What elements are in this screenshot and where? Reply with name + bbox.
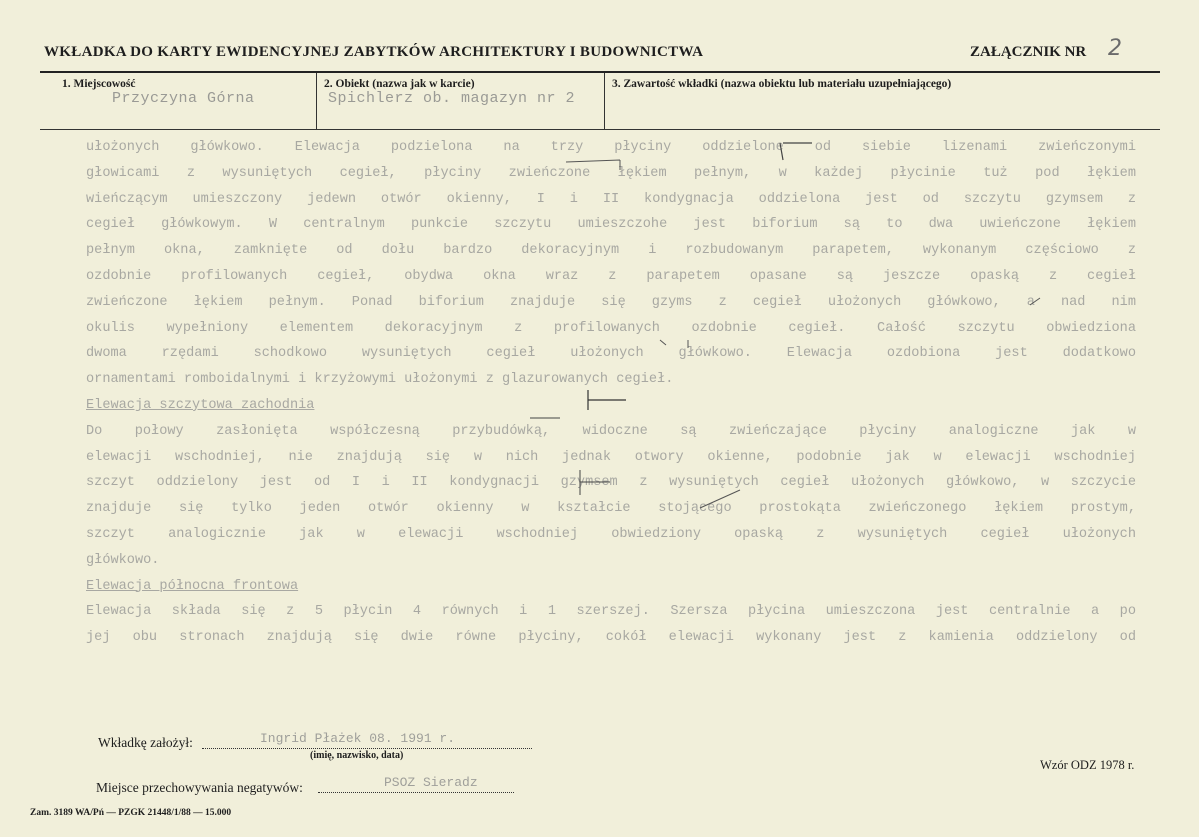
- text-line: ornamentami romboidalnymi i krzyżowymi ułożonymi z glazurowanych cegieł.: [86, 372, 674, 388]
- text-line: znajduje się tylko jeden otwór okienny w kształcie stojącego prostokąta zwieńczonego łękiem prostym,: [86, 501, 1136, 517]
- text-line: wieńczącym umieszczony jedewn otwór okienny, I i II kondygnacja oddzielona jest od szczytu gzymsem z: [86, 191, 1136, 207]
- text-line: zwieńczone łękiem pełnym. Ponad biforium znajduje się gzyms z cegieł ułożonych główkowo, a nad nim: [86, 294, 1136, 310]
- text-line: jej obu stronach znajdują się dwie równe płyciny, cokół elewacji wykonany jest z kamienia oddzielony od: [86, 630, 1136, 646]
- text-line: ułożonych główkowo. Elewacja podzielona na trzy płyciny oddzielone od siebie lizenami zwieńczonymi: [86, 140, 1136, 155]
- negatives-label: Miejsce przechowywania negatywów:: [96, 780, 303, 795]
- text-line: dwoma rzędami schodkowo wysuniętych cegieł ułożonych główkowo. Elewacja ozdobiona jest dodatkowo: [86, 346, 1136, 362]
- text-line: cegieł główkowym. W centralnym punkcie szczytu umieszczohe jest biforium są to dwa uwieńczone łękiem: [86, 217, 1136, 233]
- form-title: WKŁADKA DO KARTY EWIDENCYJNEJ ZABYTKÓW ARCHITEKTURY I BUDOWNICTWA: [44, 44, 704, 60]
- negatives-value: PSOZ Sieradz: [384, 775, 478, 790]
- text-line: Elewacja składa się z 5 płycin 4 równych i 1 szerszej. Szersza płycina umieszczona jest centralnie a po: [86, 604, 1136, 620]
- form-template-note: Wzór ODZ 1978 r.: [1040, 758, 1135, 772]
- text-line: szczyt analogicznie jak w elewacji wschodniej obwiedziony opaską z wysuniętych cegieł ułożonych: [86, 526, 1136, 542]
- field-3-label: 3. Zawartość wkładki (nazwa obiektu lub materiału uzupełniającego): [612, 78, 952, 90]
- text-line: elewacji wschodniej, nie znajdują się w nich jednak otwory okienne, podobnie jak w elewacji wschodniej: [86, 449, 1136, 465]
- annex-number: 2: [1108, 36, 1122, 61]
- founder-label: Wkładkę założył:: [98, 735, 193, 750]
- text-line: Do połowy zasłonięta współczesną przybudówką, widoczne są zwieńczające płyciny analogiczne jak w: [86, 423, 1136, 439]
- text-line: szczyt oddzielony jest od I i II kondygnacji gzymsem z wysuniętych cegieł ułożonych główkowo, w szczycie: [86, 475, 1136, 491]
- text-line: ozdobnie profilowanych cegieł, obydwa okna wraz z parapetem opasane są jeszcze opaską z cegieł: [86, 268, 1136, 284]
- founder-value: Ingrid Płażek 08. 1991 r.: [260, 731, 456, 746]
- text-line: główkowo.: [86, 552, 160, 568]
- section-heading-west: Elewacja szczytowa zachodnia: [86, 397, 315, 413]
- field-2-label: 2. Obiekt (nazwa jak w karcie): [324, 78, 475, 90]
- print-order-note: Zam. 3189 WA/Pń — PZGK 21448/1/88 — 15.000: [30, 808, 232, 818]
- founder-line: [202, 748, 532, 749]
- annex-label: ZAŁĄCZNIK NR: [970, 44, 1087, 60]
- field-2-value: Spichlerz ob. magazyn nr 2: [328, 90, 576, 107]
- text-line: głowicami z wysuniętych cegieł, płyciny zwieńczone łękiem pełnym, w każdej płycinie tuż pod łękiem: [86, 165, 1136, 181]
- text-line: okulis wypełniony elementem dekoracyjnym z profilowanych ozdobnie cegieł. Całość szczytu obwiedziona: [86, 320, 1136, 336]
- field-1-value: Przyczyna Górna: [112, 90, 255, 107]
- negatives-line: [318, 792, 514, 793]
- text-line: pełnym okna, zamknięte od dołu bardzo dekoracyjnym i rozbudowanym parapetem, wykonanym częściowo z: [86, 243, 1136, 259]
- founder-hint: (imię, nazwisko, data): [310, 750, 404, 761]
- section-heading-north: Elewacja północna frontowa: [86, 578, 299, 594]
- field-1-label: 1. Miejscowość: [62, 78, 136, 90]
